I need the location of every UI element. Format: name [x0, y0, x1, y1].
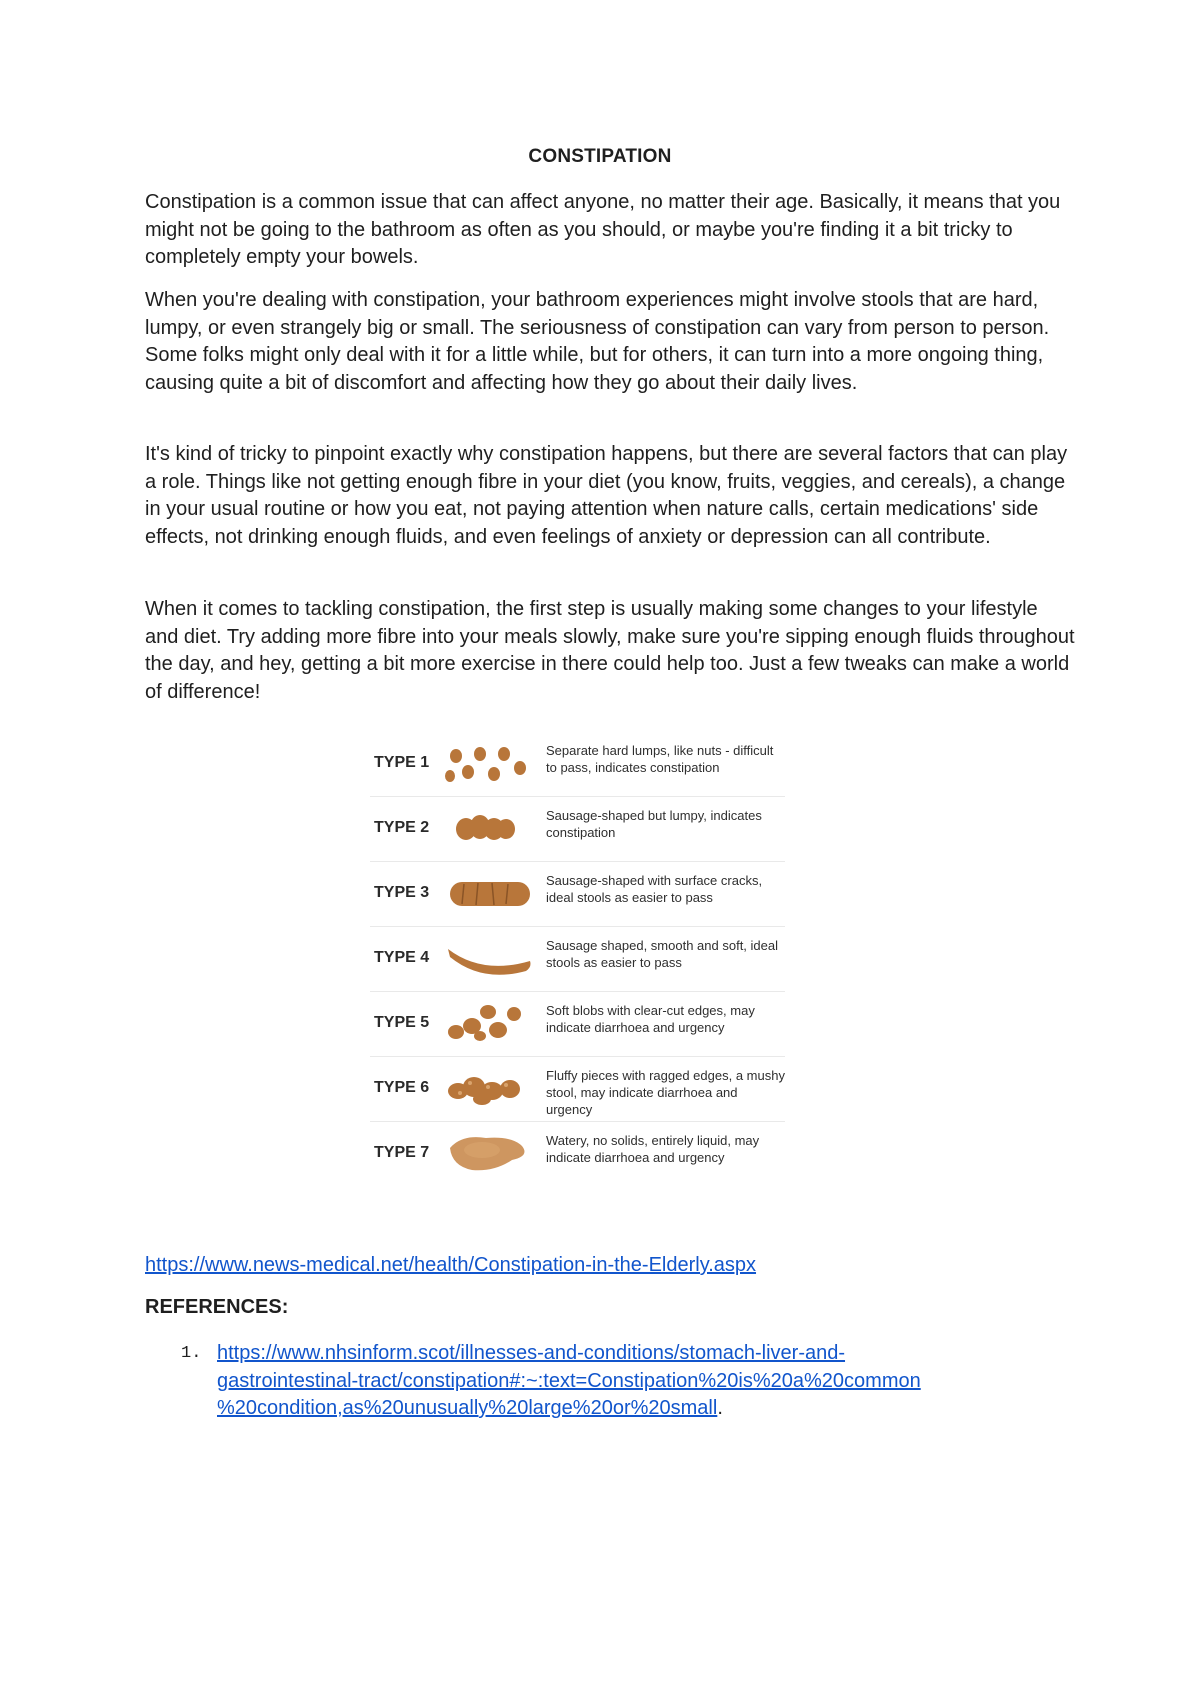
reference-item — [145, 1340, 1045, 1423]
reference-number: 1. — [181, 1344, 202, 1363]
stool-type-1-illustration — [442, 736, 534, 790]
stool-chart-row — [370, 732, 785, 797]
stool-type-description: Soft blobs with clear-cut edges, may indicate diarrhoea and urgency — [546, 1003, 755, 1035]
paragraph-intro: Constipation is a common issue that can affect anyone, no matter their age. Basically, it means that you might not be going to the bathroom as often as you should, or maybe you're finding it a bit tricky to completely empty your bowels. — [145, 191, 1061, 269]
stool-type-4-illustration — [442, 931, 534, 985]
stool-type-label: TYPE 6 — [374, 1079, 430, 1096]
page-title: CONSTIPATION — [528, 146, 672, 167]
paragraph-symptoms: When you're dealing with constipation, your bathroom experiences might involve stools that are hard, lumpy, or even strangely big or small. The seriousness of constipation can vary from person to person. Some folks might only deal with it for a little while, but for others, it can turn into a more ongoing thing, causing quite a bit of discomfort and affecting how they go about their daily lives. — [145, 289, 1050, 394]
stool-chart-row — [370, 1057, 785, 1122]
stool-type-3-illustration — [442, 866, 534, 920]
stool-type-5-illustration — [442, 996, 534, 1050]
stool-type-description: Separate hard lumps, like nuts - difficult to pass, indicates constipation — [546, 743, 774, 775]
stool-type-description: Sausage shaped, smooth and soft, ideal stools as easier to pass — [546, 938, 778, 970]
stool-type-description: Sausage-shaped with surface cracks, ideal stools as easier to pass — [546, 873, 763, 905]
stool-chart-figure — [370, 732, 785, 1187]
paragraph-causes: It's kind of tricky to pinpoint exactly why constipation happens, but there are several factors that can play a role. Things like not getting enough fibre in your diet (you know, fruits, veggies, and cereals), a change in your usual routine or how you eat, not paying attention when nature calls, certain medications' side effects, not drinking enough fluids, and even feelings of anxiety or depression can all contribute. — [145, 443, 1068, 548]
reference-trailing-period: . — [717, 1397, 723, 1420]
stool-type-7-illustration — [442, 1126, 534, 1180]
stool-type-description: Watery, no solids, entirely liquid, may indicate diarrhoea and urgency — [546, 1133, 760, 1165]
stool-chart-row — [370, 862, 785, 927]
stool-type-label: TYPE 3 — [374, 884, 430, 901]
references-list — [145, 1340, 1045, 1423]
stool-chart-row — [370, 797, 785, 862]
references-heading: REFERENCES: — [145, 1296, 289, 1318]
source-link[interactable]: https://www.news-medical.net/health/Constipation-in-the-Elderly.aspx — [145, 1254, 757, 1276]
paragraph-treatment: When it comes to tackling constipation, the first step is usually making some changes to your lifestyle and diet. Try adding more fibre into your meals slowly, make sure you're sipping enough fluids throughout the day, and hey, getting a bit more exercise in there could help too. Just a few tweaks can make a world of difference! — [145, 598, 1075, 703]
reference-link-line[interactable]: gastrointestinal-tract/constipation#:~:text=Constipation%20is%20a%20common — [217, 1369, 921, 1392]
stool-type-6-illustration — [442, 1061, 534, 1115]
stool-chart-row — [370, 1122, 785, 1186]
stool-chart-row — [370, 992, 785, 1057]
stool-type-label: TYPE 1 — [374, 754, 430, 771]
stool-type-label: TYPE 5 — [374, 1014, 430, 1031]
stool-type-label: TYPE 4 — [374, 949, 430, 966]
reference-link-line[interactable]: %20condition,as%20unusually%20large%20or%20small — [217, 1397, 718, 1420]
reference-link-line[interactable]: https://www.nhsinform.scot/illnesses-and-conditions/stomach-liver-and- — [217, 1342, 846, 1364]
stool-type-description: Fluffy pieces with ragged edges, a mushy stool, may indicate diarrhoea and urgency — [546, 1068, 785, 1117]
stool-type-description: Sausage-shaped but lumpy, indicates constipation — [546, 808, 762, 840]
stool-type-label: TYPE 7 — [374, 1144, 430, 1161]
stool-type-2-illustration — [442, 801, 534, 855]
stool-type-label: TYPE 2 — [374, 819, 430, 836]
stool-chart-row — [370, 927, 785, 992]
